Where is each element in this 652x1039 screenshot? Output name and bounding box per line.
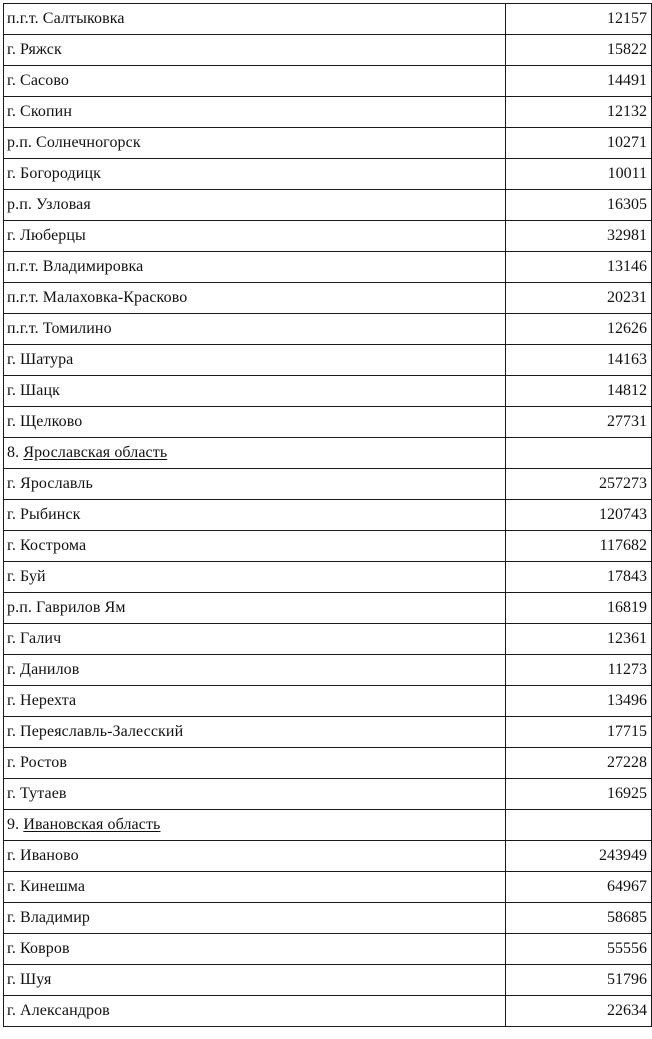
table-row bbox=[4, 128, 652, 159]
population-value-cell: 13496 bbox=[506, 686, 652, 717]
region-header-row bbox=[4, 810, 652, 841]
population-value-cell: 22634 bbox=[506, 996, 652, 1027]
settlement-name-cell: г. Ярославль bbox=[4, 469, 506, 500]
table-row bbox=[4, 965, 652, 996]
region-number: 8. bbox=[7, 444, 20, 461]
table-row bbox=[4, 159, 652, 190]
settlement-name-cell: п.г.т. Малаховка-Красково bbox=[4, 283, 506, 314]
population-value-cell: 17843 bbox=[506, 562, 652, 593]
table-row bbox=[4, 97, 652, 128]
settlement-name-cell: г. Александров bbox=[4, 996, 506, 1027]
population-value-cell: 14491 bbox=[506, 66, 652, 97]
region-number: 9. bbox=[7, 816, 20, 833]
table-row bbox=[4, 748, 652, 779]
table-row bbox=[4, 469, 652, 500]
settlement-name-cell: п.г.т. Салтыковка bbox=[4, 4, 506, 35]
population-value-cell: 120743 bbox=[506, 500, 652, 531]
table-row bbox=[4, 500, 652, 531]
settlement-name-cell: р.п. Гаврилов Ям bbox=[4, 593, 506, 624]
population-value-cell: 20231 bbox=[506, 283, 652, 314]
population-value-cell: 12157 bbox=[506, 4, 652, 35]
settlement-name-cell: р.п. Солнечногорск bbox=[4, 128, 506, 159]
population-value-cell: 27228 bbox=[506, 748, 652, 779]
settlement-name-cell: р.п. Узловая bbox=[4, 190, 506, 221]
table-row bbox=[4, 779, 652, 810]
region-header-row bbox=[4, 438, 652, 469]
settlement-name-cell: п.г.т. Владимировка bbox=[4, 252, 506, 283]
settlement-name-cell: г. Ковров bbox=[4, 934, 506, 965]
table-row bbox=[4, 593, 652, 624]
settlement-name-cell: г. Владимир bbox=[4, 903, 506, 934]
settlement-name-cell: г. Иваново bbox=[4, 841, 506, 872]
settlement-name-cell: г. Галич bbox=[4, 624, 506, 655]
settlement-name-cell: г. Щелково bbox=[4, 407, 506, 438]
settlement-name-cell: г. Тутаев bbox=[4, 779, 506, 810]
table-row bbox=[4, 4, 652, 35]
settlement-name-cell: г. Ряжск bbox=[4, 35, 506, 66]
table-row bbox=[4, 841, 652, 872]
table-row bbox=[4, 283, 652, 314]
table-row bbox=[4, 35, 652, 66]
settlement-name-cell: г. Скопин bbox=[4, 97, 506, 128]
settlement-name-cell: г. Рыбинск bbox=[4, 500, 506, 531]
table-row bbox=[4, 190, 652, 221]
settlement-name-cell: п.г.т. Томилино bbox=[4, 314, 506, 345]
settlement-name-cell: г. Шатура bbox=[4, 345, 506, 376]
population-value-cell: 16305 bbox=[506, 190, 652, 221]
population-value-cell: 32981 bbox=[506, 221, 652, 252]
population-value-cell: 10011 bbox=[506, 159, 652, 190]
settlement-name-cell: г. Переяславль-Залесский bbox=[4, 717, 506, 748]
population-value-cell: 10271 bbox=[506, 128, 652, 159]
population-value-cell: 64967 bbox=[506, 872, 652, 903]
table-row bbox=[4, 686, 652, 717]
population-value-cell: 14163 bbox=[506, 345, 652, 376]
table-row bbox=[4, 934, 652, 965]
region-name: Ярославская область bbox=[23, 444, 168, 461]
population-value-cell: 17715 bbox=[506, 717, 652, 748]
settlement-name-cell: г. Данилов bbox=[4, 655, 506, 686]
table-row bbox=[4, 531, 652, 562]
settlement-name-cell: г. Буй bbox=[4, 562, 506, 593]
table-row bbox=[4, 903, 652, 934]
settlement-name-cell: г. Шацк bbox=[4, 376, 506, 407]
table-row bbox=[4, 252, 652, 283]
population-value-cell: 12626 bbox=[506, 314, 652, 345]
table-row bbox=[4, 717, 652, 748]
population-value-cell: 55556 bbox=[506, 934, 652, 965]
table-row bbox=[4, 345, 652, 376]
region-header-cell bbox=[4, 810, 506, 841]
population-value-cell: 16925 bbox=[506, 779, 652, 810]
settlement-name-cell: г. Кострома bbox=[4, 531, 506, 562]
table-row bbox=[4, 314, 652, 345]
table-row bbox=[4, 624, 652, 655]
population-value-cell: 16819 bbox=[506, 593, 652, 624]
table-row bbox=[4, 221, 652, 252]
table-row bbox=[4, 872, 652, 903]
population-value-cell: 243949 bbox=[506, 841, 652, 872]
population-value-cell: 257273 bbox=[506, 469, 652, 500]
population-table bbox=[3, 3, 652, 1027]
population-value-cell: 51796 bbox=[506, 965, 652, 996]
region-name: Ивановская область bbox=[23, 816, 161, 833]
table-row bbox=[4, 66, 652, 97]
table-row bbox=[4, 376, 652, 407]
population-table-body bbox=[4, 4, 652, 1027]
table-row bbox=[4, 655, 652, 686]
region-header-cell bbox=[4, 438, 506, 469]
settlement-name-cell: г. Нерехта bbox=[4, 686, 506, 717]
empty-value-cell bbox=[506, 438, 652, 469]
population-value-cell: 14812 bbox=[506, 376, 652, 407]
empty-value-cell bbox=[506, 810, 652, 841]
population-value-cell: 12132 bbox=[506, 97, 652, 128]
settlement-name-cell: г. Богородицк bbox=[4, 159, 506, 190]
population-value-cell: 117682 bbox=[506, 531, 652, 562]
population-value-cell: 27731 bbox=[506, 407, 652, 438]
population-value-cell: 12361 bbox=[506, 624, 652, 655]
population-value-cell: 13146 bbox=[506, 252, 652, 283]
table-row bbox=[4, 996, 652, 1027]
population-value-cell: 15822 bbox=[506, 35, 652, 66]
table-row bbox=[4, 407, 652, 438]
settlement-name-cell: г. Сасово bbox=[4, 66, 506, 97]
settlement-name-cell: г. Кинешма bbox=[4, 872, 506, 903]
settlement-name-cell: г. Люберцы bbox=[4, 221, 506, 252]
population-value-cell: 11273 bbox=[506, 655, 652, 686]
table-row bbox=[4, 562, 652, 593]
settlement-name-cell: г. Ростов bbox=[4, 748, 506, 779]
settlement-name-cell: г. Шуя bbox=[4, 965, 506, 996]
population-value-cell: 58685 bbox=[506, 903, 652, 934]
